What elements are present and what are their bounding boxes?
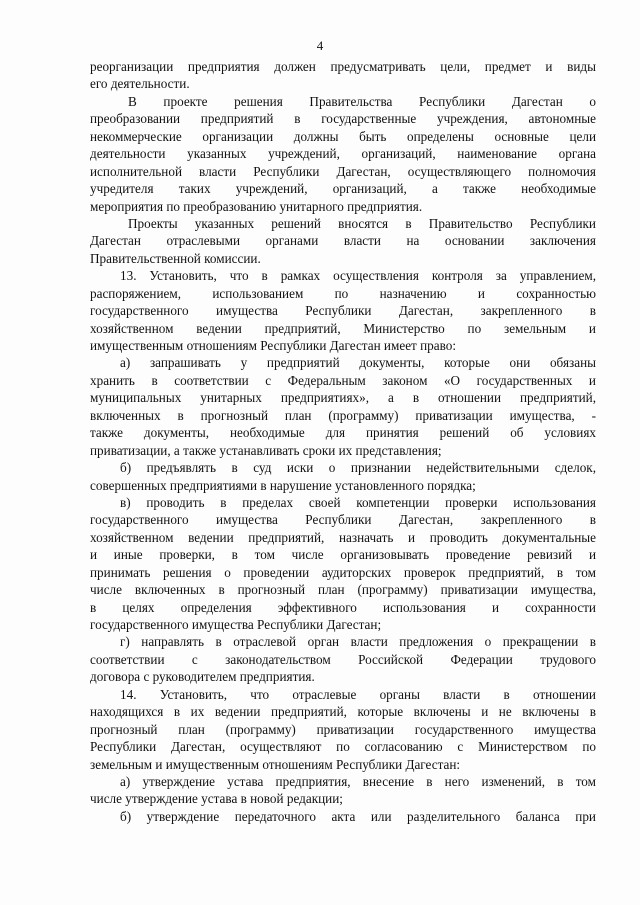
text-line: находящихся в их ведении предприятий, которые включены и не включены в [90,704,596,720]
text-line: г) направлять в отраслевой орган власти предложения о прекращении в [120,634,596,650]
text-line: хранить в соответствии с Федеральным законом «О государственных и [90,372,596,388]
page-number: 4 [316,38,324,53]
text-line: договора с руководителем предприятия. [90,669,315,685]
text-line: государственного имущества Республики Дагестан, закрепленного в [90,303,596,319]
text-line: Дагестан отраслевыми органами власти на основании заключения [90,233,596,249]
text-line: а) запрашивать у предприятий документы, которые они обязаны [120,355,596,371]
text-line: распоряжением, использованием по назначению и сохранностью [90,285,596,301]
text-line: принимать решения о проведении аудиторских проверок предприятий, в том [90,564,596,580]
text-line: 13. Установить, что в рамках осуществления контроля за управлением, [120,268,596,284]
text-line: земельным и имущественным отношениям Республики Дагестан: [90,756,461,772]
text-line: реорганизации предприятия должен предусматривать цели, предмет и виды [90,59,596,74]
text-line: в целях определения эффективного использования и сохранности [90,599,596,615]
text-line: б) предъявлять в суд иски о признании недействительными сделок, [120,460,596,476]
text-line: соответствии с законодательством Российской Федерации трудового [90,651,596,667]
text-line: Правительственной комиссии. [90,250,261,266]
text-line: а) утверждение устава предприятия, внесение в него изменений, в том [120,773,596,789]
text-line: и иные проверки, в том числе организовывать проведение ревизий и [90,547,596,563]
text-line: совершенных предприятиями в нарушение установленного порядка; [90,477,476,493]
text-line: в) проводить в пределах своей компетенции проверки использования [120,494,596,510]
text-line: хозяйственном ведении предприятий, назначать и проводить документальные [90,529,596,545]
text-line: приватизации, а также устанавливать сроки их представления; [90,442,442,458]
text-line: некоммерческие организации должны быть определены основные цели [90,128,596,144]
text-line: хозяйственном ведении предприятий, Министерство по земельным и [90,320,596,336]
text-line: числе включенных в прогнозный план (программу) приватизации имущества, [90,582,596,598]
text-line: Проекты указанных решений вносятся в Правительство Республики [128,215,596,231]
text-line: муниципальных унитарных предприятиях», а в отношении предприятий, [90,390,596,406]
text-line: деятельности указанных учреждений, организаций, наименование органа [90,146,596,162]
text-line: В проекте решения Правительства Республики Дагестан о [128,93,596,109]
text-line: мероприятия по преобразованию унитарного предприятия. [90,198,423,214]
text-line: Республики Дагестан, осуществляют по согласованию с Министерством по [90,739,596,755]
text-line: исполнительной власти Республики Дагестан, осуществляющего полномочия [90,163,596,179]
text-line: 14. Установить, что отраслевые органы власти в отношении [120,686,596,702]
text-line: включенных в прогнозный план (программу) приватизации имущества, - [90,407,596,423]
document-body [90,58,596,825]
text-line: прогнозный план (программу) приватизации государственного имущества [90,721,596,737]
text-line: государственного имущества Республики Дагестан, закрепленного в [90,512,596,528]
text-line: имущественным отношениям Республики Дагестан имеет право: [90,338,457,353]
text-line: его деятельности. [90,76,190,92]
text-line: преобразовании предприятий в государственные учреждения, автономные [90,111,596,127]
text-line: учредителя таких учреждений, организаций, а также необходимые [90,181,596,197]
text-line: б) утверждение передаточного акта или разделительного баланса при [120,808,596,824]
text-line: числе утверждение устава в новой редакции; [90,791,343,807]
text-line: государственного имущества Республики Дагестан; [90,617,382,632]
text-line: также документы, необходимые для принятия решений об условиях [90,425,596,441]
